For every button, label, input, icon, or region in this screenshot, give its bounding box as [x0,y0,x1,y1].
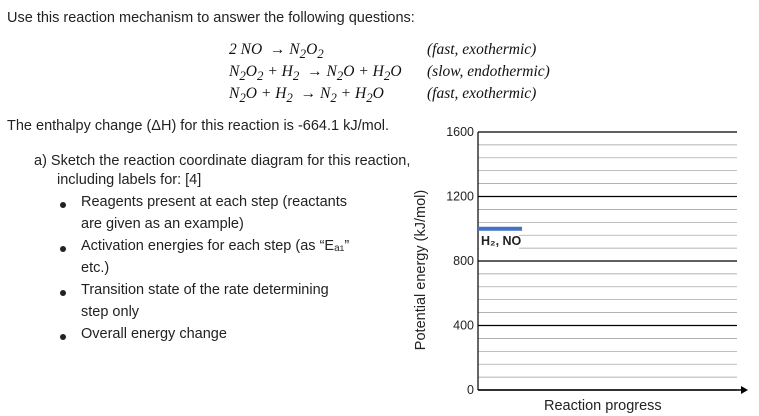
intro-text: Use this reaction mechanism to answer the following questions: [7,10,415,26]
bullet-text: step only [81,304,140,320]
mechanism-step-1-note: (fast, exothermic) [427,41,537,58]
bullet-text: etc.) [81,260,110,276]
x-axis-arrowhead [741,386,748,394]
enthalpy-statement: The enthalpy change (ΔH) for this reaction is -664.1 kJ/mol. [7,118,390,134]
y-tick-label: 800 [453,254,474,268]
mechanism-step-3: $N_2O + H_2 \to N_2 + H_2O$ [229,85,384,106]
mechanism-step-2: $N_2O_2 + H_2 \to N_2O + H_2O$ [229,63,402,84]
mechanism-step-1: 2 NO → $N_2O_2$ [229,41,324,62]
question-a-line2: including labels for: [4] [57,172,202,188]
y-tick-label: 1200 [446,189,474,204]
y-axis-label: Potential energy (kJ/mol) [413,189,429,351]
reactant-label: H₂, NO [481,233,522,248]
bullet-text: Transition state of the rate determining [81,282,329,298]
bullet-text: Reagents present at each step (reactants [81,194,347,210]
bullet-text: Activation energies for each step (as “Eₐ₁” [81,238,350,254]
question-a-line1: a) Sketch the reaction coordinate diagram for this reaction, [34,153,411,169]
y-tick-label: 1600 [446,125,474,139]
x-axis-label: Reaction progress [544,398,662,414]
bullet-text: are given as an example) [81,216,244,232]
mechanism-step-3-note: (fast, exothermic) [427,85,537,102]
y-tick-label: 0 [467,383,474,397]
bullet-text: Overall energy change [81,326,227,342]
y-tick-label: 400 [453,318,474,333]
mechanism-step-2-note: (slow, endothermic) [427,63,550,80]
